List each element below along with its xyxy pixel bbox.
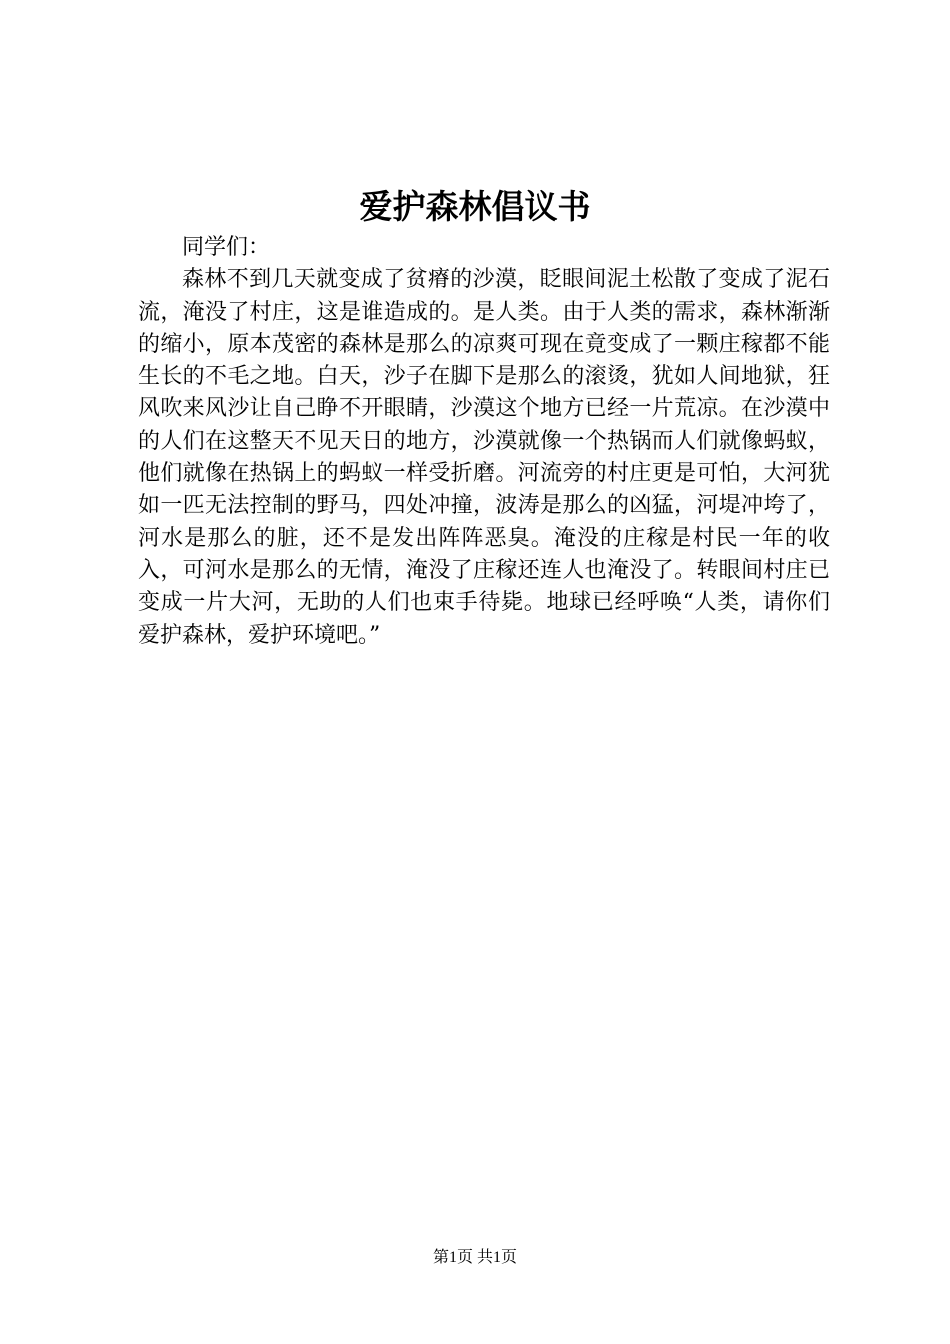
body-paragraph: 森林不到几天就变成了贫瘠的沙漠，眨眼间泥土松散了变成了泥石流，淹没了村庄，这是谁造成的。是人类。由于人类的需求，森林渐渐的缩小，原本茂密的森林是那么的凉爽可现在竟变成了一颗庄稼都不能生长的不毛之地。白天，沙子在脚下是那么的滚烫，犹如人间地狱，狂风吹来风沙让自己睁不开眼睛，沙漠这个地方已经一片荒凉。在沙漠中的人们在这整天不见天日的地方，沙漠就像一个热锅而人们就像蚂蚁，他们就像在热锅上的蚂蚁一样受折磨。河流旁的村庄更是可怕，大河犹如一匹无法控制的野马，四处冲撞，波涛是那么的凶猛，河堤冲垮了，河水是那么的脏，还不是发出阵阵恶臭。淹没的庄稼是村民一年的收入，可河水是那么的无情，淹没了庄稼还连人也淹没了。转眼间村庄已变成一片大河，无助的人们也束手待毙。地球已经呼唤“人类，请你们爱护森林，爱护环境吧。” bbox=[138, 267, 830, 648]
document-title: 爱护森林倡议书 bbox=[359, 187, 591, 226]
salutation: 同学们： bbox=[182, 235, 271, 260]
page-footer: 第1页 共1页 bbox=[432, 1249, 517, 1266]
document-body bbox=[138, 232, 830, 652]
